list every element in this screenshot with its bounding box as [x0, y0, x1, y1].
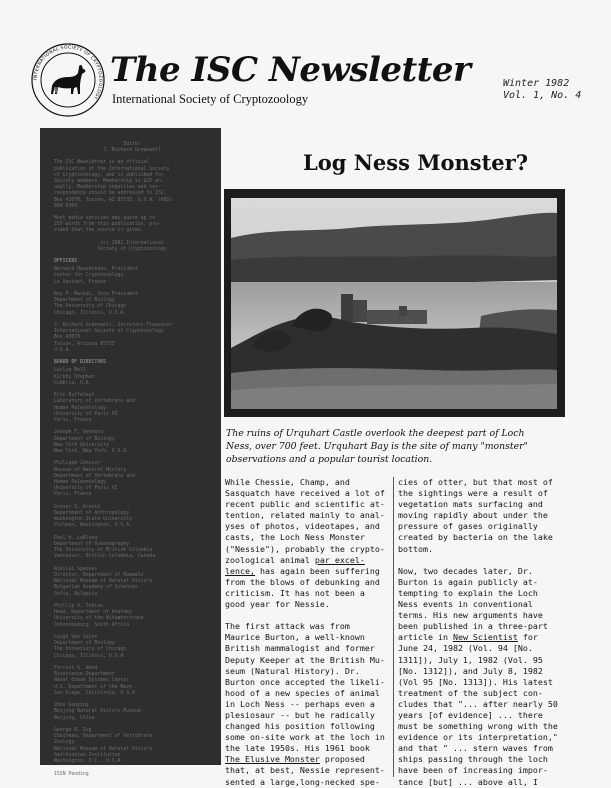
sidebar-line: Department of Biology	[54, 436, 115, 442]
sidebar-line: Smithsonian Institution	[54, 752, 121, 758]
article-text-line: hood of a new species of animal	[225, 687, 380, 698]
article-text-line: Maurice Burton, a well-known	[225, 632, 365, 643]
sidebar-line: Paris, France	[54, 492, 92, 498]
sidebar-line: Zoology	[54, 740, 75, 746]
sidebar-line: ISSN Pending	[54, 771, 89, 777]
sidebar-line: University of Paris VI	[54, 486, 118, 492]
newsletter-subtitle: International Society of Cryptozoology	[112, 92, 309, 106]
article-text-line: casts, the Loch Ness Monster	[225, 532, 365, 543]
article-text-line: vegetation mats surfacing and	[398, 499, 543, 510]
underlined-text: lence,	[225, 565, 255, 576]
sidebar-line: U.S.A.	[54, 347, 72, 353]
sidebar-line: National Museum of Natural History	[54, 579, 153, 585]
article-text-line: [No. 1312]), and July 8, 1982	[398, 665, 543, 676]
sidebar-line: International Society of Cryptozoology	[54, 329, 164, 335]
sidebar-line: J. Richard Greenwell, Secretary-Treasurer	[54, 323, 173, 329]
sidebar-line: Beijing, China	[54, 715, 95, 721]
sidebar-block	[54, 142, 210, 154]
sidebar-line: Box 43070, Tucson, AZ 85733, U.S.A. (602)	[54, 197, 173, 203]
sidebar-line: Johannesburg, South Africa	[54, 622, 130, 628]
sidebar-line: Paris, France	[54, 417, 92, 423]
underlined-text: New Scientist	[452, 632, 518, 643]
sidebar-line: Eric Buffetaut	[54, 393, 95, 399]
article-text-line: treatment of the subject con-	[398, 687, 543, 698]
article-text-line: ("Nessie"), probably the crypto-	[225, 543, 385, 554]
sidebar-line: Department of Biology	[54, 298, 115, 304]
sidebar-block	[54, 360, 210, 778]
article-text-line: the sightings were a result of	[398, 488, 548, 499]
sidebar-line: Leslie Bell	[54, 368, 86, 374]
sidebar-line: Washington State University	[54, 517, 132, 523]
sidebar-line: vided that the source is given.	[54, 228, 144, 234]
sidebar-line: University of Paris VI	[54, 411, 118, 417]
sidebar-line: Laboratory of Vertebrate and	[54, 399, 135, 405]
sidebar-line: Kirkby Stephen	[54, 374, 95, 380]
sidebar-block	[54, 160, 210, 210]
article-text-line: June 24, 1982 (Vol. 94 [No.	[398, 643, 533, 654]
sidebar-line: Center for Cryptozoology	[54, 273, 124, 279]
sidebar-line: Department of Vertebrate and	[54, 473, 135, 479]
sidebar-line: Chicago, Illinois, U.S.A.	[54, 653, 127, 659]
article-text-line: criticism. It has not been a	[225, 587, 365, 598]
sidebar-line: Tucson, Arizona 85733	[54, 341, 115, 347]
underlined-text: par excel-	[314, 554, 365, 565]
sidebar-line: The University of British Columbia	[54, 548, 153, 554]
sidebar-line: New York University	[54, 442, 109, 448]
article-text-line: in Loch Ness -- perhaps even a	[225, 698, 375, 709]
sidebar-line: Philippe Janvier	[54, 461, 101, 467]
article-text-line: the late 1950s. His 1961 book	[225, 743, 370, 754]
article-text-line: pressure of gases originally	[398, 521, 538, 532]
sidebar-line: Head, Department of Anatomy	[54, 610, 132, 616]
sidebar-line: Nikolai Spassov	[54, 566, 98, 572]
sidebar-text	[54, 142, 210, 784]
sidebar-line: respondence should be addressed to ISC,	[54, 191, 167, 197]
article-text-line: seum (Natural History). Dr.	[225, 665, 360, 676]
article-text-line: The first attack was from	[225, 621, 350, 632]
article-text-line: cludes that "... after nearly 50	[398, 698, 558, 709]
sidebar-heading: BOARD OF DIRECTORS	[54, 360, 106, 366]
article-text-line: Burton once accepted the likeli-	[225, 676, 385, 687]
article-text-line: tention, related mainly to anal-	[225, 510, 385, 521]
sidebar-line: George R. Zug	[54, 728, 92, 734]
sidebar-line: Society of Cryptozoology	[97, 246, 167, 252]
article-text-line	[225, 610, 389, 621]
sidebar-line: University of the Witwatersrand	[54, 616, 144, 622]
article-text-line: article in New Scientist for	[398, 632, 538, 643]
sidebar-line: of Cryptozoology, and is published for	[54, 172, 164, 178]
sidebar-line: Naval Ocean Systems Center	[54, 678, 130, 684]
article-text-line: yses of photos, videotapes, and	[225, 521, 380, 532]
article-text-line: bottom.	[398, 543, 433, 554]
article-column-left	[225, 477, 389, 788]
article-text-line: (Vol 95 [No. 1313]). His latest	[398, 676, 553, 687]
sidebar-line: Box 43070	[54, 335, 80, 341]
sidebar-line: Chairman, Department of Vertebrate	[54, 734, 153, 740]
article-text-line: ships passing through the loch	[398, 754, 548, 765]
article-text-line: lence, has again been suffering	[225, 565, 380, 576]
sidebar-line: 884-8369.	[54, 203, 80, 209]
sidebar-line: Cumbria, U.K.	[54, 380, 92, 386]
sidebar-line: Leigh Van Valen	[54, 635, 98, 641]
article-text-line: British mammalogist and former	[225, 643, 375, 654]
article-text-line: 1311]), July 1, 1982 (Vol. 95	[398, 654, 543, 665]
underlined-text: The Elusive Monster	[225, 754, 320, 765]
article-text-line: some on-site work at the loch in	[225, 732, 385, 743]
article-text-line: Deputy Keeper at the British Mu-	[225, 654, 385, 665]
sidebar-line: New York, New York, U.S.A.	[54, 448, 130, 454]
sidebar-block	[54, 241, 210, 253]
sidebar-line: The University of Chicago	[54, 304, 127, 310]
article-text-line: While Chessie, Champ, and	[225, 477, 350, 487]
issue-season: Winter 1982	[503, 78, 570, 89]
article-text-line: must be something wrong with the	[398, 721, 558, 732]
issue-volume: Vol. 1, No. 4	[503, 90, 582, 101]
article-column-right	[398, 477, 562, 788]
sidebar-line: Most media services may quote up to	[54, 216, 156, 222]
urquhart-castle-photo	[231, 198, 557, 409]
sidebar-line: Pullman, Washington, U.S.A.	[54, 523, 132, 529]
article-text-line: recent public and scientific at-	[225, 499, 385, 510]
sidebar-line: Zhou Guoxing	[54, 703, 89, 709]
caption-line: observations and a popular tourist location.	[226, 453, 433, 465]
sidebar-heading: OFFICERS	[54, 259, 78, 265]
article-text-line: evidence or its interpretation,"	[398, 732, 558, 743]
sidebar-line: Forrest G. Wood	[54, 666, 98, 672]
sidebar-block	[54, 259, 210, 354]
article-text-line: moving rapidly about under the	[398, 510, 548, 521]
article-text-line: Ness events in conventional	[398, 599, 533, 610]
sidebar-line: publication of the International Society	[54, 166, 170, 172]
article-text-line: terms. His new arguments have	[398, 610, 543, 621]
sidebar-line: Department of Anthropology	[54, 510, 130, 516]
sidebar-line: Bioscience Department	[54, 672, 115, 678]
sidebar-line: Human Paleontology	[54, 479, 106, 485]
article-text-line: Burton is again publicly at-	[398, 576, 538, 587]
article-text-line: tance [but] ... above all, I	[398, 776, 538, 787]
article-text-line: plesiosaur -- but he radically	[225, 709, 375, 720]
photo-caption	[226, 428, 566, 466]
article-text-line: have been of increasing impor-	[398, 765, 548, 776]
article-text-line: years [of evidence] ... there	[398, 709, 543, 720]
article-title: Log Ness Monster?	[302, 150, 529, 175]
sidebar-line: Bernard Heuvelmans, President	[54, 267, 138, 273]
sidebar-line: Director, Department of Mammals	[54, 573, 144, 578]
sidebar-line: Washington, D.C., U.S.A.	[54, 759, 124, 765]
sidebar-line: Bulgarian Academy of Sciences	[54, 585, 138, 591]
sidebar-line: Phillip V. Tobias	[54, 604, 104, 610]
isc-seal-logo	[30, 42, 106, 118]
article-text-line: been published in a three-part	[398, 621, 548, 632]
sidebar-line: nually. Membership inquiries and cor-	[54, 185, 161, 191]
sidebar-line: Department of Oceanography	[54, 541, 130, 547]
article-text-line: changed his position following	[225, 721, 375, 732]
sidebar-line: (c) 1982 International	[100, 240, 164, 246]
sidebar-line: Grover S. Krantz	[54, 504, 101, 510]
sidebar-line: 250 words from this publication, pro-	[54, 222, 161, 228]
sidebar-line: The ISC Newsletter is an official	[54, 160, 150, 166]
photo-frame	[224, 189, 565, 417]
article-text-line: The Elusive Monster proposed	[225, 754, 365, 765]
sidebar-line: Roy P. Mackal, Vice President	[54, 292, 138, 298]
sidebar-line: Editor	[123, 142, 141, 147]
sidebar-line: Chicago, Illinois, U.S.A.	[54, 310, 127, 316]
sidebar-line: Paul H. LeBlond	[54, 535, 98, 541]
article-text-line: zoological animal par excel-	[225, 554, 365, 565]
sidebar-line: Sofia, Bulgaria	[54, 591, 98, 597]
article-text-line: Sasquatch have received a lot of	[225, 488, 385, 499]
sidebar-line: J. Richard Greenwell	[103, 148, 161, 154]
article-text-line: tempting to explain the Loch	[398, 587, 538, 598]
article-text-line: Now, two decades later, Dr.	[398, 565, 533, 576]
sidebar-line: Vancouver, British Columbia, Canada	[54, 554, 156, 560]
article-text-line: from the blows of debunking and	[225, 576, 380, 587]
article-text-line: and that " ... stern waves from	[398, 743, 553, 754]
svg-text:INTERNATIONAL SOCIETY OF CRYPT: INTERNATIONAL SOCIETY OF CRYPTOZOOLOGY	[33, 45, 103, 101]
caption-line: Ness, over 700 feet. Urquhart Bay is the site of many "monster"	[226, 440, 528, 452]
sidebar-block	[54, 216, 210, 235]
sidebar-line: Human Paleontology	[54, 405, 106, 411]
sidebar-line: National Museum of Natural History	[54, 746, 153, 752]
column-divider	[393, 477, 394, 777]
sidebar-line: Department of Biology	[54, 641, 115, 647]
article-text-line: that, at best, Nessie represent-	[225, 765, 385, 776]
caption-line: The ruins of Urquhart Castle overlook the deepest part of Loch	[226, 428, 525, 439]
sidebar-line: San Diego, California, U.S.A.	[54, 690, 138, 696]
article-text-line	[398, 555, 562, 566]
article-text-line: created by bacteria on the lake	[398, 532, 553, 543]
sidebar-line: U.S. Department of the Navy	[54, 684, 132, 690]
masthead-sidebar	[40, 128, 221, 777]
issue-info	[503, 78, 581, 102]
article-text-line: sented a large,long-necked spe-	[225, 776, 380, 787]
article-text-line: cies of otter, but that most of	[398, 477, 553, 487]
newsletter-title: The ISC Newsletter	[110, 50, 471, 90]
sidebar-line: Society members. Membership is $25 an-	[54, 179, 164, 185]
sidebar-line: Beijing Natural History Museum	[54, 709, 141, 715]
sidebar-line: Joseph F. Gennaro	[54, 430, 104, 436]
article-text-line: good year for Nessie.	[225, 599, 330, 610]
sidebar-line: Le Vesinet, France	[54, 279, 106, 285]
sidebar-line: The University of Chicago	[54, 647, 127, 653]
sidebar-line: Museum of Natural History	[54, 467, 127, 473]
